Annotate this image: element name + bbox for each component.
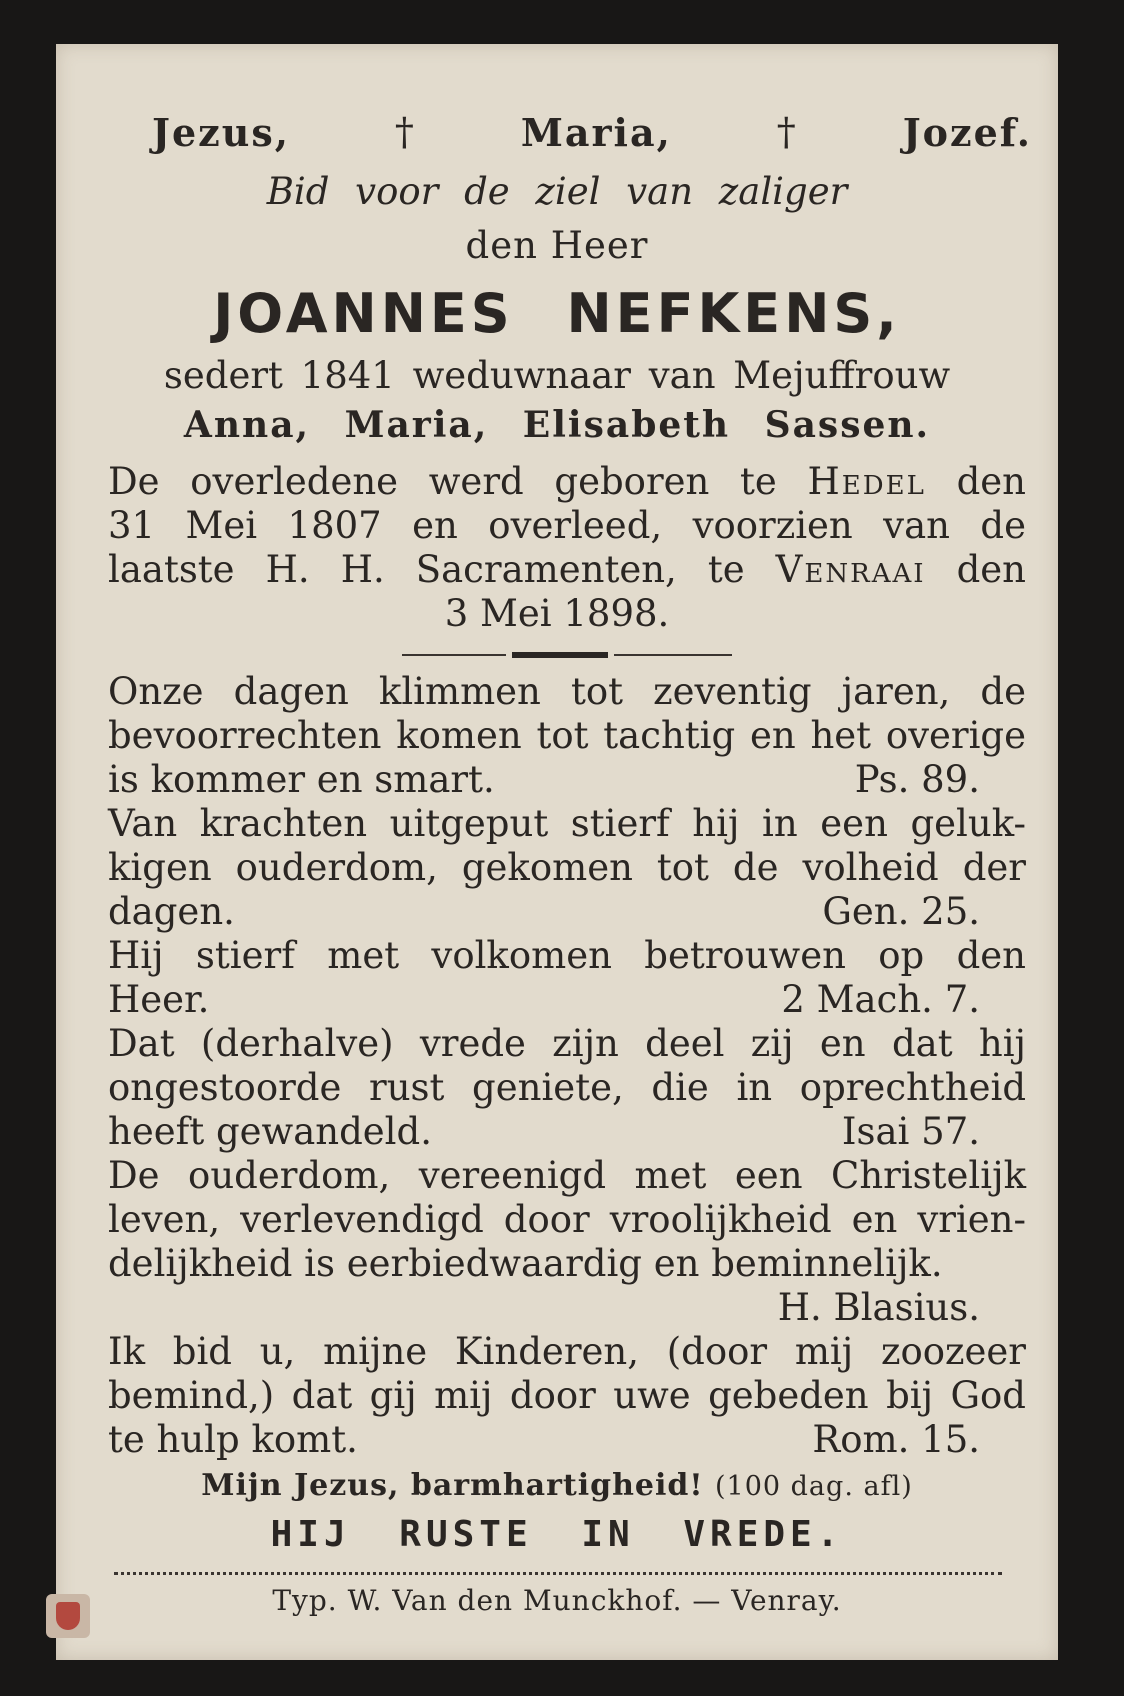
quote-line: delijkheid is eerbiedwaardig en beminnelijk.: [108, 1242, 943, 1285]
quote-line: heeft gewandeld. Isai 57.: [108, 1112, 1026, 1152]
printer-line: Typ. W. Van den Munckhof. — Venray.: [272, 1584, 842, 1617]
scripture-reference: 2 Mach. 7.: [781, 978, 980, 1021]
quote-line: kigen ouderdom, gekomen tot de volheid der: [108, 846, 1026, 889]
invocation: [152, 110, 1032, 155]
dotted-rule: [114, 1572, 1002, 1575]
bio-line-4: 3 Mei 1898.: [444, 592, 670, 635]
scripture-reference: Rom. 15.: [812, 1418, 980, 1461]
deceased-name: JOANNES NEFKENS,: [213, 282, 901, 345]
quote-line: ongestoorde rust geniete, die in oprechtheid: [108, 1066, 1026, 1109]
title-heer: den Heer: [465, 224, 649, 267]
ejaculation: Mijn Jezus, barmhartigheid!: [201, 1468, 704, 1503]
rest-in-peace: HIJ RUSTE IN VREDE.: [270, 1514, 844, 1555]
quote-line: De ouderdom, vereenigd met een Christelijk: [108, 1154, 1026, 1197]
invocation-jozef: Jozef.: [902, 110, 1032, 155]
widower-line-1: sedert 1841 weduwnaar van Mejuffrouw: [163, 354, 951, 397]
quote-line: dagen. Gen. 25.: [108, 892, 1026, 932]
indulgence: (100 dag. afl): [715, 1471, 913, 1502]
quote-line: Hij stierf met volkomen betrouwen op den: [108, 934, 1026, 977]
prayer-line: Bid voor de ziel van zaliger: [266, 170, 848, 213]
card-paper: [56, 44, 1058, 1660]
quote-line: Ik bid u, mijne Kinderen, (door mij zoozeer: [108, 1330, 1026, 1373]
quote-line: bevoorrechten komen tot tachtig en het overige: [108, 714, 1026, 757]
quote-line: is kommer en smart. Ps. 89.: [108, 760, 1026, 800]
cross-icon: †: [776, 110, 798, 154]
quote-line: Heer. 2 Mach. 7.: [108, 980, 1026, 1020]
bio-line-1: De overledene werd geboren te Hedel den: [108, 460, 1026, 503]
quote-line: Onze dagen klimmen tot zeventig jaren, de: [108, 670, 1026, 713]
quote-line: bemind,) dat gij mij door uwe gebeden bij God: [108, 1374, 1026, 1417]
scripture-reference: H. Blasius.: [777, 1286, 980, 1329]
invocation-jezus: Jezus,: [152, 110, 290, 155]
quote-line: [108, 1288, 1026, 1328]
quote-line: Dat (derhalve) vrede zijn deel zij en dat hij: [108, 1022, 1026, 1065]
quote-line: Van krachten uitgeput stierf hij in een geluk-: [108, 802, 1026, 845]
quote-line: leven, verlevendigd door vroolijkheid en vrien-: [108, 1198, 1026, 1241]
ejaculation-line: [56, 1468, 1058, 1503]
scripture-reference: Ps. 89.: [854, 758, 980, 801]
invocation-maria: Maria,: [520, 110, 672, 155]
widower-line-2: Anna, Maria, Elisabeth Sassen.: [183, 404, 931, 446]
scripture-reference: Isai 57.: [841, 1110, 980, 1153]
birthplace: Hedel: [807, 460, 926, 503]
ornamental-divider: [402, 652, 732, 658]
scripture-reference: Gen. 25.: [822, 890, 980, 933]
archive-seal-icon: [46, 1594, 90, 1638]
cross-icon: †: [394, 110, 416, 154]
deathplace: Venraai: [775, 548, 926, 591]
bio-line-3: laatste H. H. Sacramenten, te Venraai den: [108, 548, 1026, 591]
quote-line: te hulp komt. Rom. 15.: [108, 1420, 1026, 1460]
bio-line-2: 31 Mei 1807 en overleed, voorzien van de: [108, 504, 1026, 547]
